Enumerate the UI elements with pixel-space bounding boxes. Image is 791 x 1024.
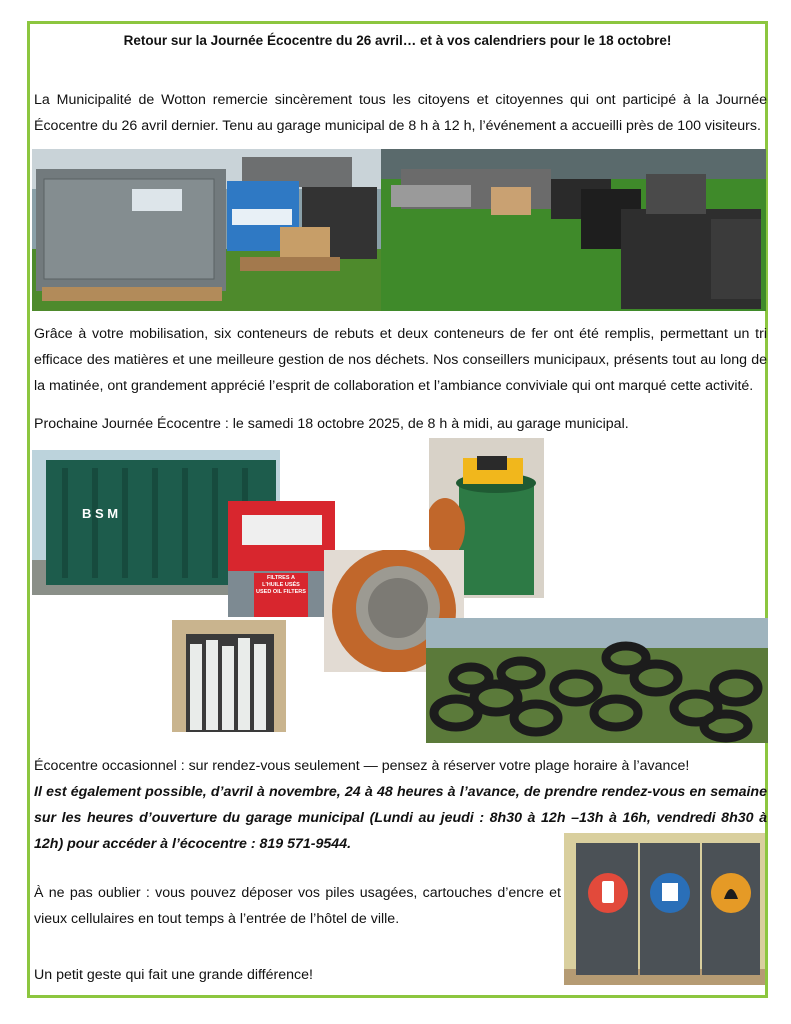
photo-electronics	[381, 149, 766, 311]
photo-tires	[426, 618, 768, 743]
closing-line: Un petit geste qui fait une grande différence!	[34, 967, 313, 983]
results-paragraph: Grâce à votre mobilisation, six conteneurs de rebuts et deux conteneurs de fer ont été remplis, permettant un tri efficace des matières et une meilleure gestion de nos déchets. Nos conseillers municipaux, présents tout au long de la matinée, ont grandement apprécié l’esprit de collaboration et l’ambiance conviviale qui ont marqué cette activité.	[34, 326, 767, 394]
next-event-paragraph: Prochaine Journée Écocentre : le samedi 18 octobre 2025, de 8 h à midi, au garage municipal.	[34, 416, 629, 432]
photo-containers	[32, 149, 381, 311]
reminder-paragraph: À ne pas oublier : vous pouvez déposer vos piles usagées, cartouches d’encre et vieux cellulaires en tout temps à l’entrée de l’hôtel de ville.	[34, 885, 561, 927]
appointment-paragraph: Il est également possible, d’avril à novembre, 24 à 48 heures à l’avance, de prendre rendez-vous en semaine sur les heures d’ouverture du garage municipal (Lundi au jeudi : 8h30 à 12h –13h à 16h, vendredi 8h30 à 12h) pour accéder à l’écocentre : 819 571-9544.	[34, 784, 767, 852]
oil-filter-sign: FILTRES À L'HUILE USÉS USED OIL FILTERS	[256, 575, 306, 595]
page-title: Retour sur la Journée Écocentre du 26 avril… et à vos calendriers pour le 18 octobre!	[123, 33, 672, 48]
intro-paragraph: La Municipalité de Wotton remercie sincèrement tous les citoyens et citoyennes qui ont participé à la Journée Écocentre du 26 avril dernier. Tenu au garage municipal de 8 h à 12 h, l’événement a accueilli près de 100 visiteurs.	[34, 92, 767, 134]
photo-oil-filters-bin	[228, 501, 335, 617]
photo-fluorescent-tubes	[172, 620, 286, 732]
photo-recycling-bins	[564, 833, 765, 985]
occasional-paragraph: Écocentre occasionnel : sur rendez-vous seulement — pensez à réserver votre plage horaire à l’avance!	[34, 758, 690, 774]
dumpster-logo: B S M	[82, 506, 119, 521]
